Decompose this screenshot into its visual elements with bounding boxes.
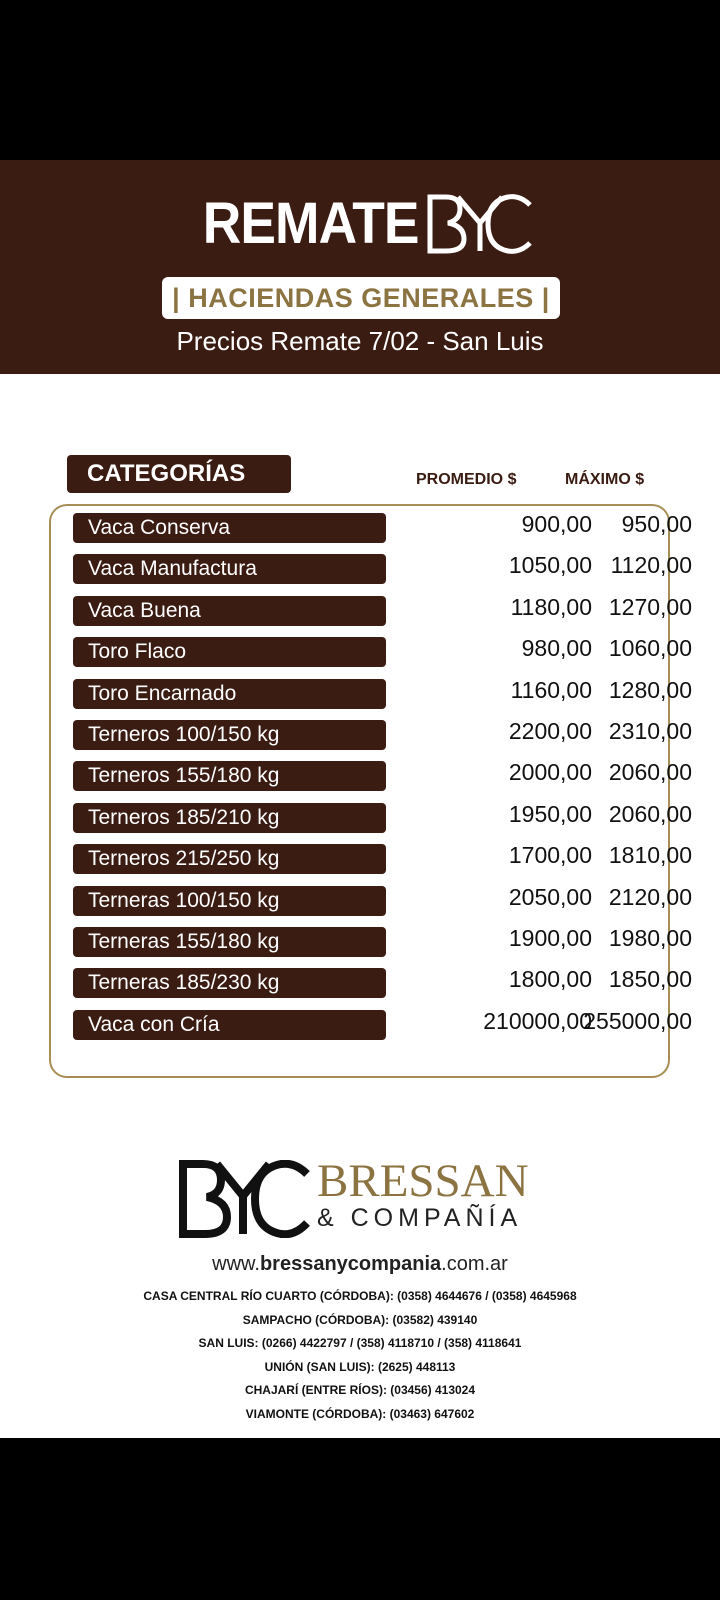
contact-line: UNIÓN (SAN LUIS): (2625) 448113 xyxy=(264,1359,456,1374)
contact-line: CASA CENTRAL RÍO CUARTO (CÓRDOBA): (0358) 4644676 / (0358) 4645968 xyxy=(143,1289,577,1303)
contact-line: VIAMONTE (CÓRDOBA): (03463) 647602 xyxy=(245,1406,475,1421)
row-category: Terneras 185/230 kg xyxy=(73,968,386,998)
table-row xyxy=(73,676,692,709)
row-category: Terneros 100/150 kg xyxy=(73,720,386,750)
row-average: 2050,00 xyxy=(508,883,592,910)
table-row xyxy=(73,759,692,791)
row-average: 210000,00 xyxy=(483,1007,592,1034)
row-max: 1850,00 xyxy=(608,966,692,993)
company-logo xyxy=(177,1155,547,1240)
brand-subtitle: & COMPAÑÍA xyxy=(317,1204,523,1232)
table-row xyxy=(73,800,692,833)
row-average: 900,00 xyxy=(521,511,592,537)
web-prefix: www. xyxy=(212,1253,260,1275)
row-max: 1980,00 xyxy=(608,925,692,951)
table-row xyxy=(73,883,692,916)
byc-brand-icon xyxy=(177,1160,311,1238)
title-row xyxy=(0,190,720,257)
table-row xyxy=(73,511,692,543)
row-average: 1700,00 xyxy=(508,842,592,869)
table-row xyxy=(73,552,692,584)
row-average: 1950,00 xyxy=(508,800,592,827)
row-max: 1810,00 xyxy=(608,842,692,869)
row-average: 2200,00 xyxy=(508,718,592,744)
poster-subtitle: Precios Remate 7/02 - San Luis xyxy=(176,326,544,356)
row-average: 980,00 xyxy=(521,635,592,662)
row-max: 255000,00 xyxy=(583,1007,692,1034)
row-average: 1160,00 xyxy=(510,676,592,703)
poster-header xyxy=(0,160,720,374)
row-category: Terneras 100/150 kg xyxy=(73,886,386,916)
table-row xyxy=(73,593,692,626)
row-average: 1050,00 xyxy=(508,552,592,579)
row-average: 1900,00 xyxy=(508,925,592,951)
row-max: 1060,00 xyxy=(608,635,692,662)
row-category: Terneros 215/250 kg xyxy=(73,844,386,874)
table-row xyxy=(73,635,692,667)
max-column-header: MÁXIMO $ xyxy=(565,471,645,488)
average-column-header: PROMEDIO $ xyxy=(416,471,517,488)
web-suffix: .com.ar xyxy=(441,1253,508,1275)
contact-line: CHAJARÍ (ENTRE RÍOS): (03456) 413024 xyxy=(244,1383,476,1398)
row-category: Toro Encarnado xyxy=(73,679,386,709)
web-domain: bressanycompania xyxy=(259,1253,442,1275)
row-category: Vaca Conserva xyxy=(73,513,386,543)
row-average: 1180,00 xyxy=(510,593,592,620)
table-row xyxy=(73,966,692,998)
row-max: 2060,00 xyxy=(608,759,692,786)
row-max: 1120,00 xyxy=(610,552,692,579)
table-row xyxy=(73,718,692,750)
row-max: 2060,00 xyxy=(608,800,692,827)
category-pill: | HACIENDAS GENERALES | xyxy=(162,277,560,319)
brand-name: BRESSAN xyxy=(317,1155,529,1207)
price-poster xyxy=(0,160,720,1438)
table-row xyxy=(73,1007,692,1040)
row-max: 1280,00 xyxy=(608,676,692,703)
row-average: 1800,00 xyxy=(508,966,592,993)
row-category: Terneros 155/180 kg xyxy=(73,761,386,791)
byc-logo-icon xyxy=(424,193,536,255)
row-average: 2000,00 xyxy=(508,759,592,786)
categories-header: CATEGORÍAS xyxy=(67,455,291,493)
contact-line: SAMPACHO (CÓRDOBA): (03582) 439140 xyxy=(242,1312,478,1327)
website-link[interactable] xyxy=(0,1253,720,1276)
row-category: Toro Flaco xyxy=(73,637,386,667)
table-row xyxy=(73,842,692,874)
row-category: Vaca Buena xyxy=(73,596,386,626)
row-max: 950,00 xyxy=(621,511,692,537)
poster-title: REMATE xyxy=(202,191,419,256)
row-category: Vaca con Cría xyxy=(73,1010,386,1040)
row-category: Terneras 155/180 kg xyxy=(73,927,386,957)
row-category: Terneros 185/210 kg xyxy=(73,803,386,833)
table-row xyxy=(73,925,692,957)
row-max: 2310,00 xyxy=(608,718,692,744)
row-max: 2120,00 xyxy=(608,883,692,910)
row-category: Vaca Manufactura xyxy=(73,554,386,584)
contact-list xyxy=(0,1285,720,1427)
row-max: 1270,00 xyxy=(608,593,692,620)
contact-line: SAN LUIS: (0266) 4422797 / (358) 4118710 / (358) 4118641 xyxy=(198,1336,522,1351)
